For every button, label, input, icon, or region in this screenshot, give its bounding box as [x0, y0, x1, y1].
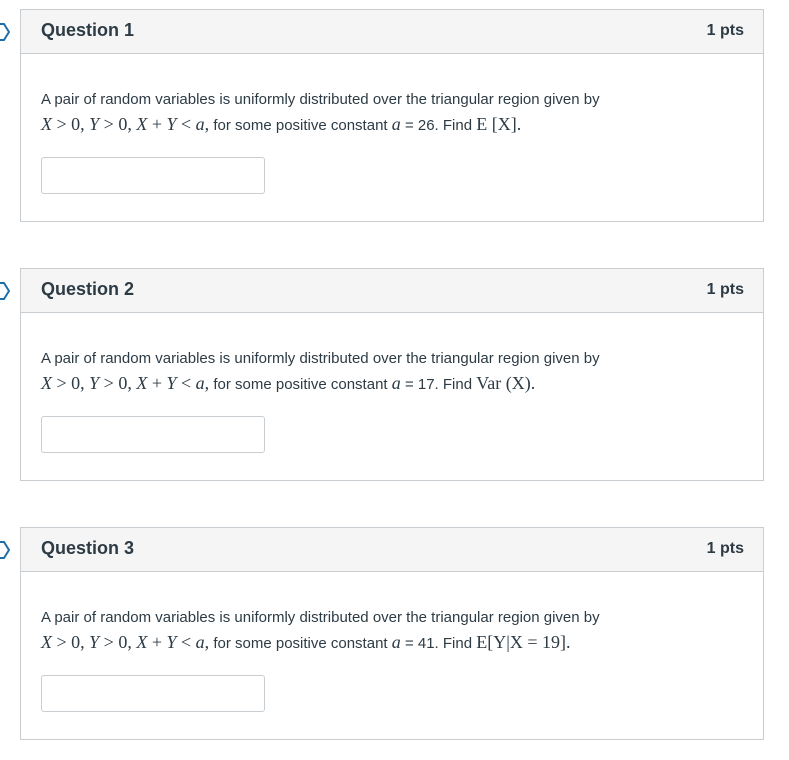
question-text	[41, 88, 741, 138]
constant-value: = 17.	[404, 376, 439, 393]
constant-value: = 41.	[404, 635, 439, 652]
constant-label: a	[391, 373, 401, 393]
answer-input[interactable]	[41, 675, 265, 712]
question-title: Question 3	[41, 538, 135, 558]
find-expression: E [X].	[476, 114, 522, 134]
question-header	[21, 269, 763, 313]
find-expression: E[Y|X = 19].	[476, 632, 571, 652]
question-text	[41, 347, 741, 397]
question-marker-icon	[0, 23, 10, 41]
constant-text: for some positive constant	[213, 635, 388, 652]
constant-value: = 26.	[404, 117, 439, 134]
constant-text: for some positive constant	[213, 376, 388, 393]
region-conditions: X > 0, Y > 0, X + Y < a,	[41, 114, 210, 134]
constant-label: a	[391, 632, 401, 652]
question-points: 1 pts	[706, 540, 744, 557]
question-points: 1 pts	[706, 22, 744, 39]
region-conditions: X > 0, Y > 0, X + Y < a,	[41, 373, 210, 393]
answer-input[interactable]	[41, 416, 265, 453]
question-text-line2	[41, 112, 741, 138]
question-title: Question 2	[41, 279, 135, 299]
answer-input[interactable]	[41, 157, 265, 194]
question-header	[21, 528, 763, 572]
question-text-line1: A pair of random variables is uniformly distributed over the triangular region given by	[41, 350, 600, 367]
constant-text: for some positive constant	[213, 117, 388, 134]
region-conditions: X > 0, Y > 0, X + Y < a,	[41, 632, 210, 652]
find-label: Find	[442, 635, 473, 652]
question-text-line2	[41, 630, 741, 656]
find-label: Find	[442, 117, 473, 134]
question-1	[20, 9, 764, 222]
question-title: Question 1	[41, 20, 135, 40]
question-points: 1 pts	[706, 281, 744, 298]
constant-label: a	[391, 114, 401, 134]
question-text-line1: A pair of random variables is uniformly distributed over the triangular region given by	[41, 609, 600, 626]
question-2	[20, 268, 764, 481]
find-label: Find	[442, 376, 473, 393]
question-header	[21, 10, 763, 54]
question-marker-icon	[0, 282, 10, 300]
question-marker-icon	[0, 541, 10, 559]
question-text-line2	[41, 371, 741, 397]
question-text-line1: A pair of random variables is uniformly distributed over the triangular region given by	[41, 91, 600, 108]
question-3	[20, 527, 764, 740]
question-text	[41, 606, 741, 656]
find-expression: Var (X).	[476, 373, 536, 393]
